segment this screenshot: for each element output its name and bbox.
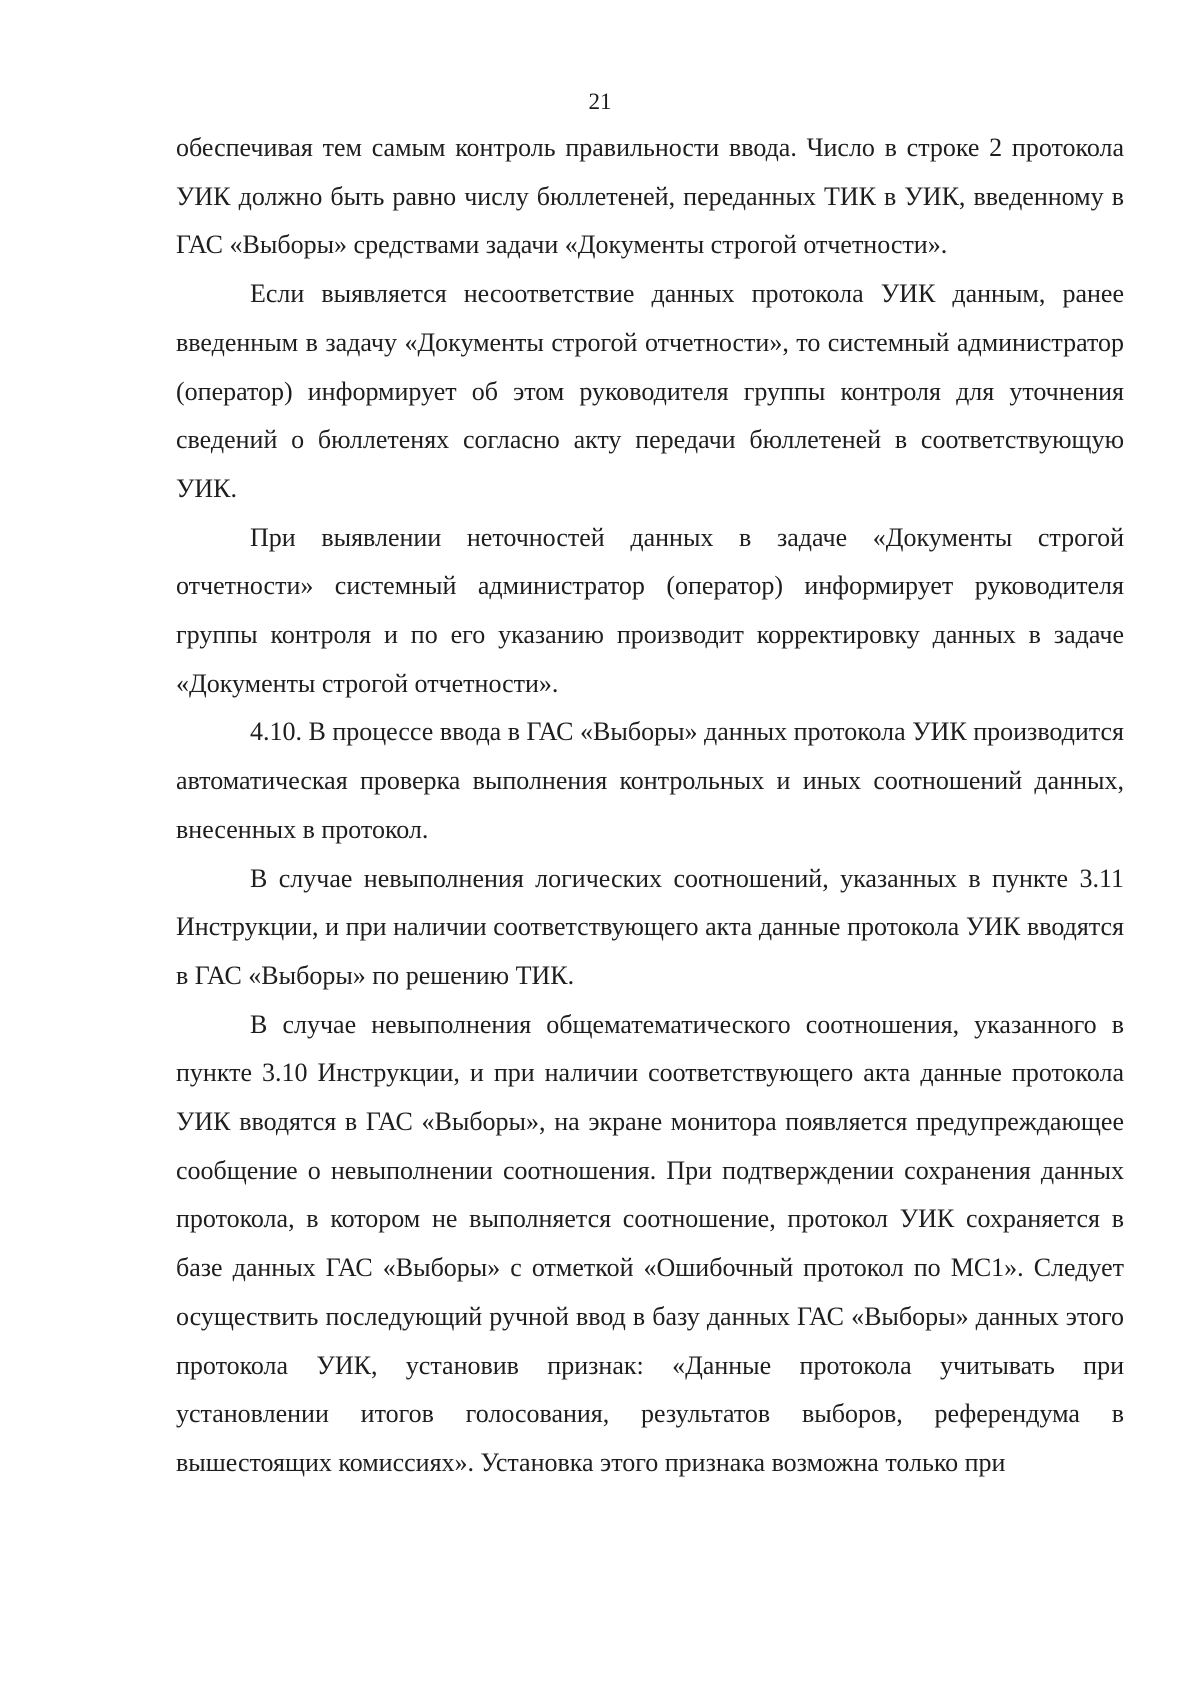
document-body [176,124,1124,1488]
paragraph-data-inaccuracies: При выявлении неточностей данных в задаче «Документы строгой отчетности» системный администратор (оператор) информирует руководителя группы контроля и по его указанию производит корректировку данных в задаче «Документы строгой отчетности». [176,522,1124,698]
paragraph-logical-relations: В случае невыполнения логических соотношений, указанных в пункте 3.11 Инструкции, и при наличии соответствующего акта данные протокола УИК вводятся в ГАС «Выборы» по решению ТИК. [176,863,1124,990]
paragraph-mathematical-relation: В случае невыполнения общематематического соотношения, указанного в пункте 3.10 Инструкции, и при наличии соответствующего акта данные протокола УИК вводятся в ГАС «Выборы», на экране монитора появляется предупреждающее сообщение о невыполнении соотношения. При подтверждении сохранения данных протокола, в котором не выполняется соотношение, протокол УИК сохраняется в базе данных ГАС «Выборы» с отметкой «Ошибочный протокол по МС1». Следует осуществить последующий ручной ввод в базу данных ГАС «Выборы» данных этого протокола УИК, установив признак: «Данные протокола учитывать при установлении итогов голосования, результатов выборов, референдума в вышестоящих комиссиях». Установка этого признака возможна только при [176,1009,1124,1477]
paragraph-data-mismatch: Если выявляется несоответствие данных протокола УИК данным, ранее введенным в задачу «Документы строгой отчетности», то системный администратор (оператор) информирует об этом руководителя группы контроля для уточнения сведений о бюллетенях согласно акту передачи бюллетеней в соответствующую УИК. [176,279,1124,503]
page-number: 21 [588,89,612,114]
paragraph-section-4-10: 4.10. В процессе ввода в ГАС «Выборы» данных протокола УИК производится автоматическая проверка выполнения контрольных и иных соотношений данных, внесенных в протокол. [176,717,1124,844]
paragraph-continuation: обеспечивая тем самым контроль правильности ввода. Число в строке 2 протокола УИК должно быть равно числу бюллетеней, переданных ТИК в УИК, введенному в ГАС «Выборы» средствами задачи «Документы строгой отчетности». [176,133,1124,260]
